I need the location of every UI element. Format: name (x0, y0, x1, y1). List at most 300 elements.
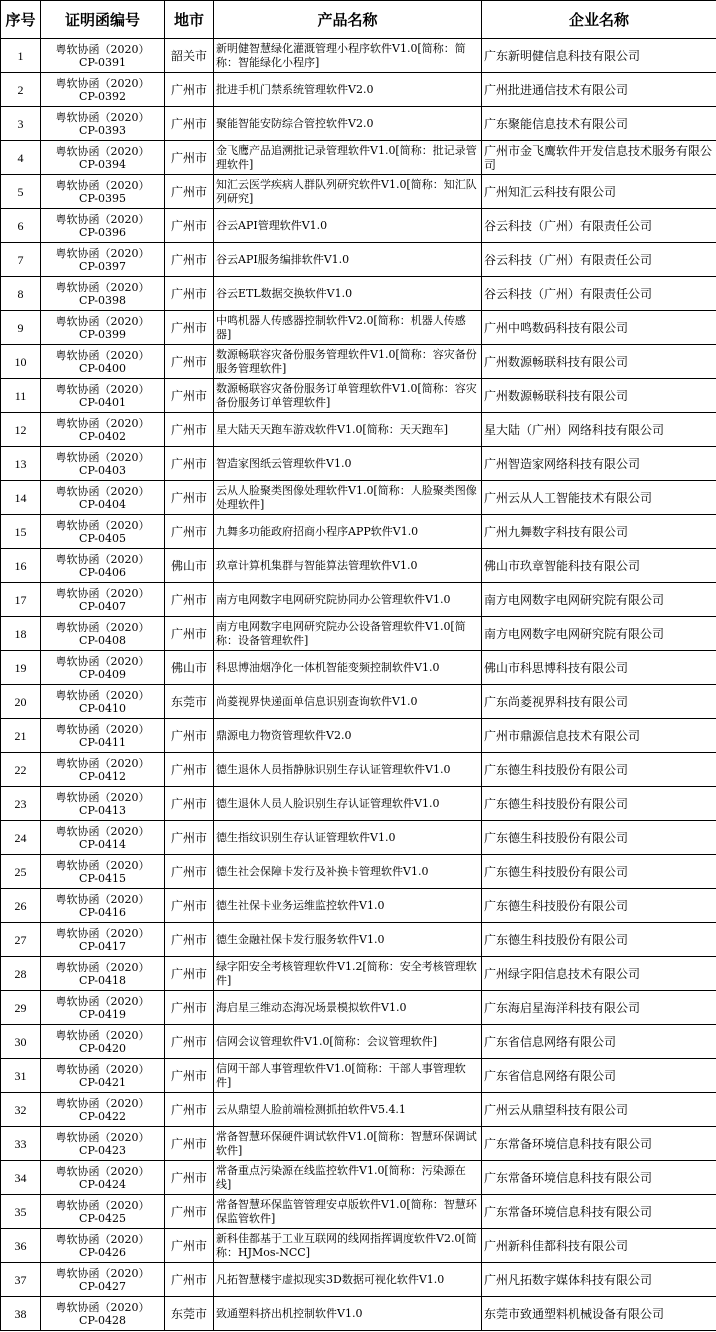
company-name: 广州绿字阳信息技术有限公司 (482, 957, 716, 991)
company-name: 东莞市致通塑料机械设备有限公司 (482, 1297, 716, 1331)
product-name: 智造家图纸云管理软件V1.0 (214, 447, 482, 481)
certificate-number (41, 141, 165, 175)
product-name: 九舞多功能政府招商小程序APP软件V1.0 (214, 515, 482, 549)
certificate-number (41, 107, 165, 141)
product-name: 数源畅联容灾备份服务管理软件V1.0[简称：容灾备份服务管理软件] (214, 345, 482, 379)
city: 佛山市 (165, 549, 214, 583)
city: 广州市 (165, 991, 214, 1025)
certificate-code: CP-0396 (79, 225, 126, 239)
company-name: 广州知汇云科技有限公司 (482, 175, 716, 209)
city: 广州市 (165, 923, 214, 957)
city: 广州市 (165, 1093, 214, 1127)
certificate-code: CP-0395 (79, 191, 126, 205)
company-name: 广东常备环境信息科技有限公司 (482, 1195, 716, 1229)
product-name: 德生社保卡业务运维监控软件V1.0 (214, 889, 482, 923)
row-number: 29 (1, 991, 41, 1025)
product-name: 云从鼎望人脸前端检测抓拍软件V5.4.1 (214, 1093, 482, 1127)
product-name: 云从人脸聚类图像处理软件V1.0[简称：人脸聚类图像处理软件] (214, 481, 482, 515)
product-name: 数源畅联容灾备份服务订单管理软件V1.0[简称：容灾备份服务订单管理软件] (214, 379, 482, 413)
header-no: 序号 (1, 1, 41, 39)
table-row (1, 651, 716, 685)
city: 东莞市 (165, 1297, 214, 1331)
certificate-code: CP-0427 (79, 1279, 126, 1293)
certificate-prefix: 粤软协函（2020） (55, 1164, 150, 1178)
certificate-prefix: 粤软协函（2020） (55, 994, 150, 1008)
certificate-number (41, 447, 165, 481)
table-row (1, 345, 716, 379)
certificate-prefix: 粤软协函（2020） (55, 1266, 150, 1280)
product-name: 德生金融社保卡发行服务软件V1.0 (214, 923, 482, 957)
city: 广州市 (165, 515, 214, 549)
product-name: 金飞鹰产品追溯批记录管理软件V1.0[简称：批记录管理软件] (214, 141, 482, 175)
city: 广州市 (165, 583, 214, 617)
table-row (1, 1195, 716, 1229)
certificate-prefix: 粤软协函（2020） (55, 76, 150, 90)
city: 广州市 (165, 1229, 214, 1263)
table-row (1, 1059, 716, 1093)
city: 广州市 (165, 1025, 214, 1059)
company-name: 谷云科技（广州）有限责任公司 (482, 209, 716, 243)
certificate-code: CP-0391 (79, 55, 126, 69)
table-row (1, 39, 716, 73)
product-name: 南方电网数字电网研究院协同办公管理软件V1.0 (214, 583, 482, 617)
certificate-prefix: 粤软协函（2020） (55, 348, 150, 362)
certificate-code: CP-0416 (79, 905, 126, 919)
certificate-number (41, 311, 165, 345)
certificate-prefix: 粤软协函（2020） (55, 858, 150, 872)
row-number: 8 (1, 277, 41, 311)
table-row (1, 1229, 716, 1263)
table-row (1, 243, 716, 277)
city: 东莞市 (165, 685, 214, 719)
row-number: 34 (1, 1161, 41, 1195)
certificate-number (41, 923, 165, 957)
company-name: 广东新明健信息科技有限公司 (482, 39, 716, 73)
row-number: 37 (1, 1263, 41, 1297)
city: 广州市 (165, 889, 214, 923)
certificate-number (41, 379, 165, 413)
table-row (1, 957, 716, 991)
row-number: 6 (1, 209, 41, 243)
product-name: 德生退休人员人脸识别生存认证管理软件V1.0 (214, 787, 482, 821)
product-name: 新科佳都基于工业互联网的线网指挥调度软件V2.0[简称：HJMos-NCC] (214, 1229, 482, 1263)
table-row (1, 549, 716, 583)
product-name: 鼎源电力物资管理软件V2.0 (214, 719, 482, 753)
company-name: 广州批进通信技术有限公司 (482, 73, 716, 107)
company-name: 广东德生科技股份有限公司 (482, 923, 716, 957)
table-row (1, 753, 716, 787)
row-number: 10 (1, 345, 41, 379)
row-number: 31 (1, 1059, 41, 1093)
company-name: 广东德生科技股份有限公司 (482, 889, 716, 923)
certificate-code: CP-0417 (79, 939, 126, 953)
company-name: 广州凡拓数字媒体科技有限公司 (482, 1263, 716, 1297)
certificate-code: CP-0423 (79, 1143, 126, 1157)
certificate-prefix: 粤软协函（2020） (55, 620, 150, 634)
certificate-number (41, 1195, 165, 1229)
certificate-number (41, 651, 165, 685)
city: 广州市 (165, 345, 214, 379)
certificate-number (41, 855, 165, 889)
table-row (1, 413, 716, 447)
certificate-prefix: 粤软协函（2020） (55, 552, 150, 566)
certificate-number (41, 1093, 165, 1127)
certificate-number (41, 685, 165, 719)
city: 广州市 (165, 175, 214, 209)
certificate-prefix: 粤软协函（2020） (55, 824, 150, 838)
certificate-prefix: 粤软协函（2020） (55, 280, 150, 294)
company-name: 广东海启星海洋科技有限公司 (482, 991, 716, 1025)
certificate-prefix: 粤软协函（2020） (55, 1300, 150, 1314)
product-name: 南方电网数字电网研究院办公设备管理软件V1.0[简称：设备管理软件] (214, 617, 482, 651)
row-number: 24 (1, 821, 41, 855)
certificate-number (41, 753, 165, 787)
row-number: 38 (1, 1297, 41, 1331)
certificate-prefix: 粤软协函（2020） (55, 42, 150, 56)
certificate-prefix: 粤软协函（2020） (55, 246, 150, 260)
certificate-code: CP-0392 (79, 89, 126, 103)
certificate-number (41, 1127, 165, 1161)
company-name: 广东聚能信息技术有限公司 (482, 107, 716, 141)
city: 广州市 (165, 787, 214, 821)
product-name: 常备智慧环保硬件调试软件V1.0[简称：智慧环保调试软件] (214, 1127, 482, 1161)
product-name: 信网干部人事管理软件V1.0[简称：干部人事管理软件] (214, 1059, 482, 1093)
city: 广州市 (165, 447, 214, 481)
table-row (1, 787, 716, 821)
table-row (1, 107, 716, 141)
table-row (1, 311, 716, 345)
certificate-prefix: 粤软协函（2020） (55, 110, 150, 124)
row-number: 13 (1, 447, 41, 481)
city: 广州市 (165, 379, 214, 413)
certificate-number (41, 481, 165, 515)
product-name: 海启星三维动态海况场景模拟软件V1.0 (214, 991, 482, 1025)
certificate-code: CP-0394 (79, 157, 126, 171)
certificate-number (41, 889, 165, 923)
certificate-code: CP-0393 (79, 123, 126, 137)
city: 广州市 (165, 1127, 214, 1161)
table-row (1, 617, 716, 651)
certificate-code: CP-0399 (79, 327, 126, 341)
certificate-number (41, 39, 165, 73)
company-name: 广东常备环境信息科技有限公司 (482, 1161, 716, 1195)
certificate-prefix: 粤软协函（2020） (55, 892, 150, 906)
certificate-number (41, 413, 165, 447)
company-name: 广东德生科技股份有限公司 (482, 753, 716, 787)
certificate-prefix: 粤软协函（2020） (55, 314, 150, 328)
row-number: 20 (1, 685, 41, 719)
certificate-code: CP-0402 (79, 429, 126, 443)
company-name: 广东省信息网络有限公司 (482, 1059, 716, 1093)
row-number: 1 (1, 39, 41, 73)
product-name: 信网会议管理软件V1.0[简称：会议管理软件] (214, 1025, 482, 1059)
certificate-prefix: 粤软协函（2020） (55, 756, 150, 770)
certificate-prefix: 粤软协函（2020） (55, 212, 150, 226)
table-row (1, 1161, 716, 1195)
product-name: 德生指纹识别生存认证管理软件V1.0 (214, 821, 482, 855)
company-name: 广州数源畅联科技有限公司 (482, 345, 716, 379)
company-name: 广东省信息网络有限公司 (482, 1025, 716, 1059)
row-number: 28 (1, 957, 41, 991)
row-number: 15 (1, 515, 41, 549)
certificate-code: CP-0421 (79, 1075, 126, 1089)
city: 广州市 (165, 855, 214, 889)
table-row (1, 889, 716, 923)
certificate-number (41, 243, 165, 277)
city: 广州市 (165, 413, 214, 447)
certificate-code: CP-0415 (79, 871, 126, 885)
certificate-code: CP-0401 (79, 395, 126, 409)
certificate-number (41, 345, 165, 379)
table-row (1, 821, 716, 855)
city: 广州市 (165, 73, 214, 107)
city: 广州市 (165, 107, 214, 141)
company-name: 广东常备环境信息科技有限公司 (482, 1127, 716, 1161)
company-name: 广州云从人工智能技术有限公司 (482, 481, 716, 515)
row-number: 16 (1, 549, 41, 583)
city: 广州市 (165, 821, 214, 855)
row-number: 22 (1, 753, 41, 787)
city: 广州市 (165, 311, 214, 345)
certificate-number (41, 175, 165, 209)
table-row (1, 277, 716, 311)
row-number: 12 (1, 413, 41, 447)
header-company: 企业名称 (482, 1, 716, 39)
product-name: 科思博油烟净化一体机智能变频控制软件V1.0 (214, 651, 482, 685)
city: 广州市 (165, 957, 214, 991)
company-name: 谷云科技（广州）有限责任公司 (482, 277, 716, 311)
row-number: 9 (1, 311, 41, 345)
certificate-code: CP-0420 (79, 1041, 126, 1055)
table-row (1, 685, 716, 719)
city: 佛山市 (165, 651, 214, 685)
row-number: 17 (1, 583, 41, 617)
certificate-code: CP-0422 (79, 1109, 126, 1123)
row-number: 27 (1, 923, 41, 957)
certificate-code: CP-0408 (79, 633, 126, 647)
city: 广州市 (165, 209, 214, 243)
certificate-code: CP-0407 (79, 599, 126, 613)
table-row (1, 1093, 716, 1127)
row-number: 23 (1, 787, 41, 821)
product-name: 星大陆天天跑车游戏软件V1.0[简称：天天跑车] (214, 413, 482, 447)
certificate-prefix: 粤软协函（2020） (55, 178, 150, 192)
company-name: 广州市鼎源信息技术有限公司 (482, 719, 716, 753)
city: 广州市 (165, 481, 214, 515)
city: 广州市 (165, 1263, 214, 1297)
certificate-prefix: 粤软协函（2020） (55, 484, 150, 498)
product-name: 绿字阳安全考核管理软件V1.2[简称：安全考核管理软件] (214, 957, 482, 991)
company-name: 广东尚菱视界科技有限公司 (482, 685, 716, 719)
city: 广州市 (165, 243, 214, 277)
product-name: 玖章计算机集群与智能算法管理软件V1.0 (214, 549, 482, 583)
certificate-prefix: 粤软协函（2020） (55, 654, 150, 668)
row-number: 3 (1, 107, 41, 141)
certificate-code: CP-0411 (79, 735, 126, 749)
city: 广州市 (165, 753, 214, 787)
row-number: 19 (1, 651, 41, 685)
certificate-code: CP-0414 (79, 837, 126, 851)
certificate-code: CP-0400 (79, 361, 126, 375)
certificate-prefix: 粤软协函（2020） (55, 1028, 150, 1042)
company-name: 广东德生科技股份有限公司 (482, 787, 716, 821)
certificate-number (41, 719, 165, 753)
city: 广州市 (165, 277, 214, 311)
table-row (1, 379, 716, 413)
certificate-prefix: 粤软协函（2020） (55, 416, 150, 430)
product-name: 谷云API服务编排软件V1.0 (214, 243, 482, 277)
certificate-number (41, 515, 165, 549)
certificate-number (41, 1025, 165, 1059)
certificate-number (41, 617, 165, 651)
product-name: 凡拓智慧楼宇虚拟现实3D数据可视化软件V1.0 (214, 1263, 482, 1297)
company-name: 佛山市玖章智能科技有限公司 (482, 549, 716, 583)
table-row (1, 1297, 716, 1331)
certificate-number (41, 73, 165, 107)
table-row (1, 1025, 716, 1059)
product-name: 谷云ETL数据交换软件V1.0 (214, 277, 482, 311)
certificate-number (41, 1161, 165, 1195)
product-name: 尚菱视界快递面单信息识别查询软件V1.0 (214, 685, 482, 719)
table-row (1, 175, 716, 209)
row-number: 33 (1, 1127, 41, 1161)
certificate-number (41, 1263, 165, 1297)
row-number: 36 (1, 1229, 41, 1263)
header-cert: 证明函编号 (41, 1, 165, 39)
certificate-code: CP-0424 (79, 1177, 126, 1191)
certificate-prefix: 粤软协函（2020） (55, 926, 150, 940)
city: 韶关市 (165, 39, 214, 73)
row-number: 21 (1, 719, 41, 753)
certificate-prefix: 粤软协函（2020） (55, 1232, 150, 1246)
city: 广州市 (165, 617, 214, 651)
certificate-code: CP-0418 (79, 973, 126, 987)
table-row (1, 73, 716, 107)
row-number: 7 (1, 243, 41, 277)
product-name: 常备重点污染源在线监控软件V1.0[简称：污染源在线] (214, 1161, 482, 1195)
row-number: 14 (1, 481, 41, 515)
certificate-prefix: 粤软协函（2020） (55, 688, 150, 702)
company-name: 广州数源畅联科技有限公司 (482, 379, 716, 413)
product-name: 知汇云医学疾病人群队列研究软件V1.0[简称：知汇队列研究] (214, 175, 482, 209)
certificate-code: CP-0406 (79, 565, 126, 579)
certificate-code: CP-0409 (79, 667, 126, 681)
product-name: 聚能智能安防综合管控软件V2.0 (214, 107, 482, 141)
company-name: 广州云从鼎望科技有限公司 (482, 1093, 716, 1127)
certificate-prefix: 粤软协函（2020） (55, 518, 150, 532)
row-number: 4 (1, 141, 41, 175)
certificate-number (41, 991, 165, 1025)
certificate-code: CP-0426 (79, 1245, 126, 1259)
certificate-code: CP-0397 (79, 259, 126, 273)
row-number: 32 (1, 1093, 41, 1127)
certificate-prefix: 粤软协函（2020） (55, 1198, 150, 1212)
company-name: 广州市金飞鹰软件开发信息技术服务有限公司 (482, 141, 716, 175)
certificate-prefix: 粤软协函（2020） (55, 722, 150, 736)
table-row (1, 1263, 716, 1297)
certificate-code: CP-0413 (79, 803, 126, 817)
table-row (1, 991, 716, 1025)
company-name: 南方电网数字电网研究院有限公司 (482, 583, 716, 617)
table-row (1, 923, 716, 957)
certificate-code: CP-0428 (79, 1313, 126, 1327)
company-name: 广州新科佳都科技有限公司 (482, 1229, 716, 1263)
certificate-number (41, 957, 165, 991)
certificate-number (41, 549, 165, 583)
row-number: 26 (1, 889, 41, 923)
header-row (1, 1, 716, 39)
certificate-prefix: 粤软协函（2020） (55, 1096, 150, 1110)
company-name: 广州九舞数字科技有限公司 (482, 515, 716, 549)
company-name: 佛山市科思博科技有限公司 (482, 651, 716, 685)
certificate-code: CP-0405 (79, 531, 126, 545)
certificate-prefix: 粤软协函（2020） (55, 1130, 150, 1144)
row-number: 5 (1, 175, 41, 209)
row-number: 18 (1, 617, 41, 651)
certificate-code: CP-0398 (79, 293, 126, 307)
product-name: 常备智慧环保监管管理安卓版软件V1.0[简称：智慧环保监管软件] (214, 1195, 482, 1229)
certificate-code: CP-0425 (79, 1211, 126, 1225)
certificate-prefix: 粤软协函（2020） (55, 586, 150, 600)
company-name: 南方电网数字电网研究院有限公司 (482, 617, 716, 651)
company-name: 星大陆（广州）网络科技有限公司 (482, 413, 716, 447)
table-row (1, 481, 716, 515)
city: 广州市 (165, 1161, 214, 1195)
certificate-prefix: 粤软协函（2020） (55, 1062, 150, 1076)
table-row (1, 447, 716, 481)
city: 广州市 (165, 1059, 214, 1093)
table-row (1, 141, 716, 175)
product-name: 新明健智慧绿化灌溉管理小程序软件V1.0[简称：简称：智能绿化小程序] (214, 39, 482, 73)
certificate-number (41, 1059, 165, 1093)
table-row (1, 1127, 716, 1161)
table-row (1, 719, 716, 753)
certificate-number (41, 209, 165, 243)
company-name: 谷云科技（广州）有限责任公司 (482, 243, 716, 277)
table-row (1, 209, 716, 243)
row-number: 11 (1, 379, 41, 413)
table-row (1, 583, 716, 617)
city: 广州市 (165, 1195, 214, 1229)
row-number: 25 (1, 855, 41, 889)
certificate-prefix: 粤软协函（2020） (55, 382, 150, 396)
row-number: 30 (1, 1025, 41, 1059)
city: 广州市 (165, 141, 214, 175)
company-name: 广东德生科技股份有限公司 (482, 855, 716, 889)
certificate-number (41, 583, 165, 617)
certificate-code: CP-0410 (79, 701, 126, 715)
city: 广州市 (165, 719, 214, 753)
company-name: 广州智造家网络科技有限公司 (482, 447, 716, 481)
certificate-number (41, 1297, 165, 1331)
row-number: 2 (1, 73, 41, 107)
certificate-number (41, 277, 165, 311)
certificate-code: CP-0412 (79, 769, 126, 783)
certificate-prefix: 粤软协函（2020） (55, 450, 150, 464)
product-name: 德生社会保障卡发行及补换卡管理软件V1.0 (214, 855, 482, 889)
company-name: 广东德生科技股份有限公司 (482, 821, 716, 855)
product-name: 谷云API管理软件V1.0 (214, 209, 482, 243)
certificate-prefix: 粤软协函（2020） (55, 144, 150, 158)
table-row (1, 515, 716, 549)
certificate-number (41, 787, 165, 821)
certificate-prefix: 粤软协函（2020） (55, 960, 150, 974)
company-name: 广州中鸣数码科技有限公司 (482, 311, 716, 345)
product-name: 中鸣机器人传感器控制软件V2.0[简称：机器人传感器] (214, 311, 482, 345)
product-name: 批进手机门禁系统管理软件V2.0 (214, 73, 482, 107)
certificate-number (41, 821, 165, 855)
certificate-code: CP-0419 (79, 1007, 126, 1021)
